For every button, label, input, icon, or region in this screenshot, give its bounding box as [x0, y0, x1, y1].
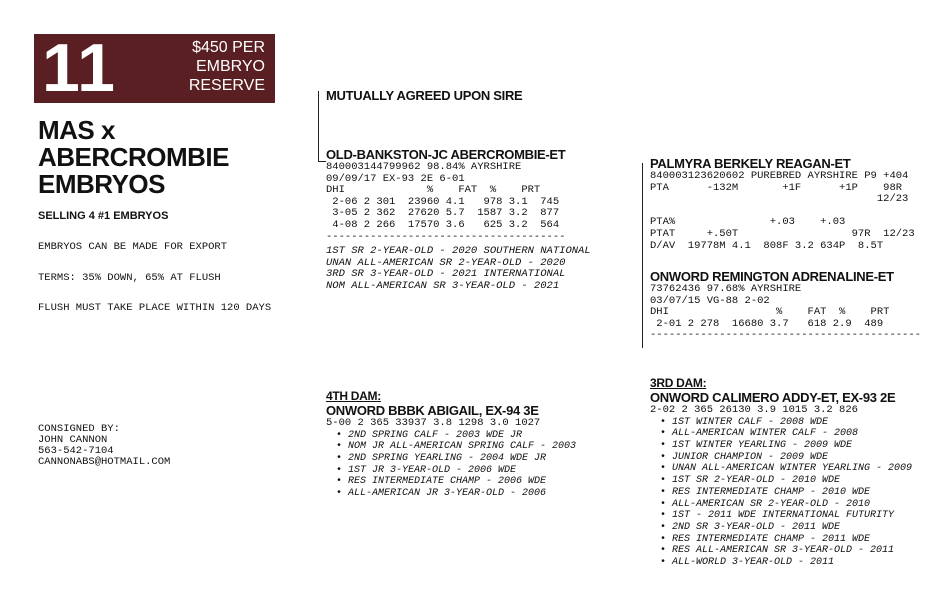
award-item: • RES INTERMEDIATE CHAMP - 2006 WDE: [336, 476, 576, 488]
sire-block: [326, 148, 591, 293]
sire-of-sire-proof-row: PTA% +.03 +.03: [650, 216, 846, 229]
sire-birth-classification: 09/09/17 EX-93 2E 6-01: [326, 172, 465, 185]
sire-of-sire-proof-row: PTAT +.50T 97R 12/23: [650, 227, 915, 240]
selling-note: SELLING 4 #1 EMBRYOS: [38, 210, 169, 222]
award-item: • ALL-AMERICAN JR 3-YEAR-OLD - 2006: [336, 488, 576, 500]
sire-heading: MUTUALLY AGREED UPON SIRE: [326, 88, 523, 103]
sire-award: 3RD SR 3-YEAR-OLD - 2021 INTERNATIONAL: [326, 268, 566, 281]
sire-award: NOM ALL-AMERICAN SR 3-YEAR-OLD - 2021: [326, 279, 560, 292]
award-item: • 1ST SR 2-YEAR-OLD - 2010 WDE: [660, 475, 912, 487]
award-item: • JUNIOR CHAMPION - 2009 WDE: [660, 452, 912, 464]
sire-of-sire-proof-row: D/AV 19778M 4.1 808F 3.2 634P 8.5T: [650, 239, 884, 252]
sire-name: OLD-BANKSTON-JC ABERCROMBIE-ET: [326, 147, 566, 162]
third-dam-block: [650, 376, 912, 569]
consignor-phone: 563-542-7104: [38, 445, 114, 457]
fourth-dam-awards: [336, 430, 576, 500]
sire-of-sire-name: PALMYRA BERKELY REAGAN-ET: [650, 156, 851, 171]
award-item: • UNAN ALL-AMERICAN WINTER YEARLING - 2009: [660, 463, 912, 475]
sire-divider: --------------------------------------: [326, 230, 566, 243]
sire-record-row: 4-08 2 266 17570 3.6 625 3.2 564: [326, 218, 560, 231]
award-item: • 1ST JR 3-YEAR-OLD - 2006 WDE: [336, 465, 576, 477]
title-line: ABERCROMBIE: [38, 142, 229, 172]
sire-of-sire-proof-row: PTA -132M +1F +1P 98R: [650, 181, 903, 194]
dam-of-sire-dhi-header: DHI % FAT % PRT: [650, 306, 890, 319]
title-line: EMBRYOS: [38, 169, 165, 199]
third-dam-label: 3RD DAM:: [650, 376, 707, 390]
consignor-name: JOHN CANNON: [38, 434, 108, 446]
dam-of-sire-record-row: 2-01 2 278 16680 3.7 618 2.9 489: [650, 317, 884, 330]
consignor-label: CONSIGNED BY:: [38, 423, 120, 435]
price-line: RESERVE: [188, 77, 265, 94]
title-line: MAS x: [38, 115, 115, 145]
sire-award: UNAN ALL-AMERICAN SR 2-YEAR-OLD - 2020: [326, 256, 566, 269]
award-item: • ALL-AMERICAN SR 2-YEAR-OLD - 2010: [660, 499, 912, 511]
fourth-dam-record: 5-00 2 365 33937 3.8 1298 3.0 1027: [326, 417, 541, 429]
fourth-dam-name: ONWORD BBBK ABIGAIL, EX-94 3E: [326, 403, 539, 418]
export-note: EMBRYOS CAN BE MADE FOR EXPORT: [38, 241, 228, 253]
sire-of-sire-proof-row: 12/23: [650, 193, 909, 206]
dam-of-sire-name: ONWORD REMINGTON ADRENALINE-ET: [650, 269, 894, 284]
sire-award: 1ST SR 2-YEAR-OLD - 2020 SOUTHERN NATIONAL: [326, 245, 591, 258]
award-item: • 1ST WINTER YEARLING - 2009 WDE: [660, 440, 912, 452]
fourth-dam-block: [326, 389, 576, 500]
third-dam-name: ONWORD CALIMERO ADDY-ET, EX-93 2E: [650, 390, 896, 405]
award-item: • RES ALL-AMERICAN SR 3-YEAR-OLD - 2011: [660, 545, 912, 557]
price-line: EMBRYO: [195, 58, 265, 75]
pedigree-bracket-line: [318, 91, 319, 161]
award-item: • 2ND SPRING CALF - 2003 WDE JR: [336, 430, 576, 442]
award-item: • RES INTERMEDIATE CHAMP - 2010 WDE: [660, 487, 912, 499]
dam-of-sire-birth-classification: 03/07/15 VG-88 2-02: [650, 294, 770, 307]
award-item: • ALL-AMERICAN WINTER CALF - 2008: [660, 428, 912, 440]
pedigree-bracket-tick: [318, 161, 326, 162]
third-dam-record: 2-02 2 365 26130 3.9 1015 3.2 826: [650, 404, 858, 416]
sire-record-row: 2-06 2 301 23960 4.1 978 3.1 745: [326, 195, 560, 208]
award-item: • NOM JR ALL-AMERICAN SPRING CALF - 2003: [336, 441, 576, 453]
lot-title: [38, 117, 229, 198]
consignor-email[interactable]: CANNONABS@HOTMAIL.COM: [38, 456, 171, 468]
price-line: $450 PER: [192, 39, 265, 56]
award-item: • 1ST - 2011 WDE INTERNATIONAL FUTURITY: [660, 510, 912, 522]
award-item: • 2ND SR 3-YEAR-OLD - 2011 WDE: [660, 522, 912, 534]
sire-record-row: 3-05 2 362 27620 5.7 1587 3.2 877: [326, 207, 560, 220]
consignor-block: [38, 424, 170, 468]
lot-price: [189, 38, 265, 95]
dam-of-sire-divider: -------------------------------------------: [650, 329, 921, 342]
dam-of-sire-registration: 73762436 97.68% AYRSHIRE: [650, 283, 802, 295]
sire-of-sire-block: [650, 157, 915, 252]
sire-pedigree-bracket: [642, 163, 643, 348]
sire-registration: 840003144799962 98.84% AYRSHIRE: [326, 161, 522, 173]
lot-badge: [34, 30, 275, 106]
award-item: • 1ST WINTER CALF - 2008 WDE: [660, 417, 912, 429]
award-item: • RES INTERMEDIATE CHAMP - 2011 WDE: [660, 534, 912, 546]
lot-number: 11: [42, 30, 116, 106]
sire-dhi-header: DHI % FAT % PRT: [326, 184, 541, 197]
flush-note: FLUSH MUST TAKE PLACE WITHIN 120 DAYS: [38, 302, 272, 314]
sire-of-sire-registration: 840003123620602 PUREBRED AYRSHIRE P9 +404: [650, 170, 909, 182]
third-dam-awards: [660, 417, 912, 569]
award-item: • ALL-WORLD 3-YEAR-OLD - 2011: [660, 557, 912, 569]
terms-note: TERMS: 35% DOWN, 65% AT FLUSH: [38, 272, 221, 284]
dam-of-sire-block: [650, 270, 921, 342]
fourth-dam-label: 4TH DAM:: [326, 389, 381, 403]
award-item: • 2ND SPRING YEARLING - 2004 WDE JR: [336, 453, 576, 465]
